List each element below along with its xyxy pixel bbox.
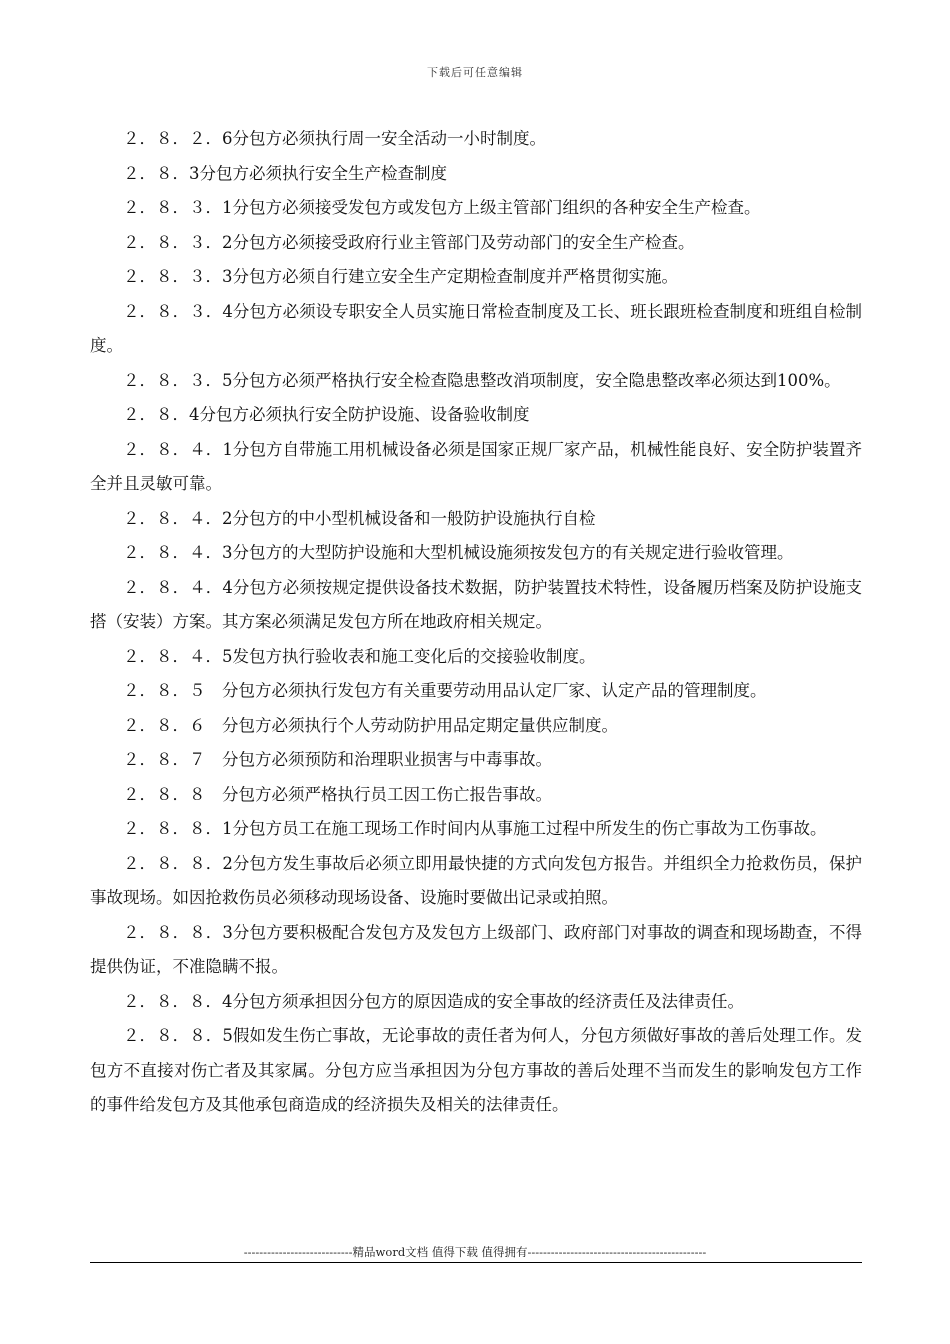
paragraph-2-8-6: ２．８．６ 分包方必须执行个人劳动防护用品定期定量供应制度。 — [123, 715, 618, 735]
paragraph-2-8-3-5: ２．８．３．5分包方必须严格执行安全检查隐患整改消项制度，安全隐患整改率必须达到100%。 — [123, 370, 841, 390]
paragraph-2-8-8-1: ２．８．８．1分包方员工在施工现场工作时间内从事施工过程中所发生的伤亡事故为工伤事故。 — [123, 819, 827, 838]
paragraph-2-8-4-2: ２．８．４．2分包方的中小型机械设备和一般防护设施执行自检 — [123, 508, 596, 528]
footer-rule — [90, 1262, 862, 1263]
paragraph-2-8-3-4: ２．８．３．4分包方必须设专职安全人员实施日常检查制度及工长、班长跟班检查制度和班组自检制度。 — [90, 301, 862, 355]
paragraph-2-8-7: ２．８．７ 分包方必须预防和治理职业损害与中毒事故。 — [123, 750, 552, 769]
paragraph-2-8-8-4: ２．８．８．4分包方须承担因分包方的原因造成的安全事故的经济责任及法律责任。 — [123, 991, 744, 1011]
paragraph-2-8-4-3: ２．８．４．3分包方的大型防护设施和大型机械设施须按发包方的有关规定进行验收管理。 — [123, 543, 794, 562]
page-header: 下载后可任意编辑 — [427, 66, 523, 79]
paragraph-2-8-3-2: ２．８．３．2分包方必须接受政府行业主管部门及劳动部门的安全生产检查。 — [123, 232, 695, 252]
paragraph-2-8-2-6: ２．８．２．6分包方必须执行周一安全活动一小时制度。 — [123, 129, 546, 148]
paragraph-2-8-3-1: ２．８．３．1分包方必须接受发包方或发包方上级主管部门组织的各种安全生产检查。 — [123, 198, 761, 217]
page-footer: ----------------------------精品word文档 值得下载 值得拥有---------------------------------------------- — [243, 1245, 707, 1259]
paragraph-2-8-4-4: ２．８．４．4分包方必须按规定提供设备技术数据，防护装置技术特性，设备履历档案及防护设施支搭（安装）方案。其方案必须满足发包方所在地政府相关规定。 — [90, 577, 862, 631]
paragraph-2-8-4-1: ２．８．４．1分包方自带施工用机械设备必须是国家正规厂家产品，机械性能良好、安全防护装置齐全并且灵敏可靠。 — [90, 439, 862, 493]
paragraph-2-8-5: ２．８．５ 分包方必须执行发包方有关重要劳动用品认定厂家、认定产品的管理制度。 — [123, 681, 767, 700]
paragraph-2-8-8-2: ２．８．８．2分包方发生事故后必须立即用最快捷的方式向发包方报告。并组织全力抢救伤员，保护事故现场。如因抢救伤员必须移动现场设备、设施时要做出记录或拍照。 — [90, 853, 862, 907]
paragraph-2-8-3: ２．８．3分包方必须执行安全生产检查制度 — [123, 163, 447, 183]
paragraph-2-8-4: ２．８．4分包方必须执行安全防护设施、设备验收制度 — [123, 405, 530, 424]
paragraph-2-8-8-5: ２．８．８．5假如发生伤亡事故，无论事故的责任者为何人，分包方须做好事故的善后处理工作。发包方不直接对伤亡者及其家属。分包方应当承担因为分包方事故的善后处理不当而发生的影响发包方工作的事件给发包方及其他承包商造成的经济损失及相关的法律责任。 — [90, 1026, 862, 1114]
document-body — [90, 122, 862, 1123]
paragraph-2-8-8: ２．８．８ 分包方必须严格执行员工因工伤亡报告事故。 — [123, 784, 552, 804]
paragraph-2-8-4-5: ２．８．４．5发包方执行验收表和施工变化后的交接验收制度。 — [123, 646, 596, 666]
paragraph-2-8-3-3: ２．８．３．3分包方必须自行建立安全生产定期检查制度并严格贯彻实施。 — [123, 267, 678, 286]
paragraph-2-8-8-3: ２．８．８．3分包方要积极配合发包方及发包方上级部门、政府部门对事故的调查和现场勘查，不得提供伪证，不准隐瞒不报。 — [90, 922, 862, 976]
